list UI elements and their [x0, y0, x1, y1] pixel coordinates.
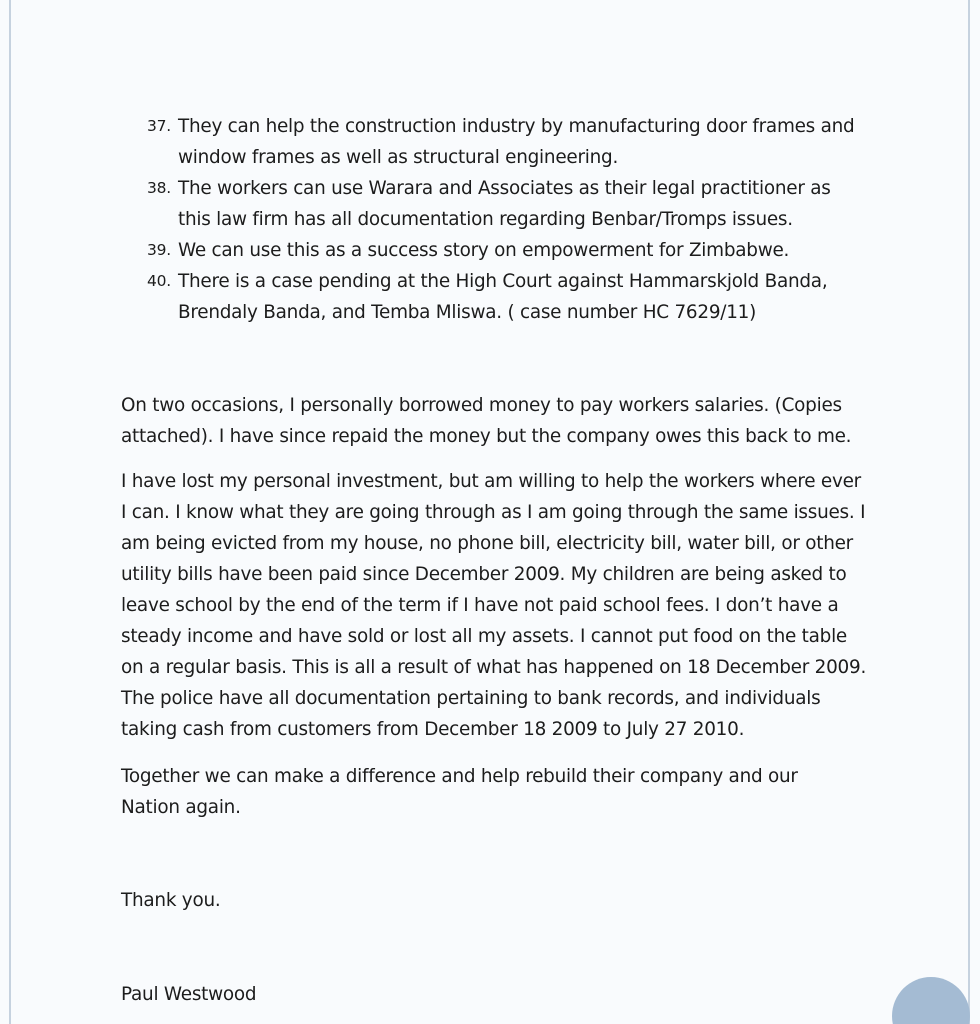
page-right-border [968, 0, 970, 1024]
paragraph-line: on a regular basis. This is all a result of what has happened on 18 December 2009. [121, 657, 867, 678]
list-item-line: The workers can use Warara and Associates as their legal practitioner as [178, 178, 831, 199]
paragraph-personal-investment [121, 466, 881, 745]
paragraph-line: am being evicted from my house, no phone bill, electricity bill, water bill, or other [121, 533, 853, 554]
list-item-number: 38. [147, 179, 171, 197]
paragraph-line: utility bills have been paid since December 2009. My children are being asked to [121, 564, 847, 585]
paragraph-line: attached). I have since repaid the money but the company owes this back to me. [121, 426, 852, 447]
paragraph-line: I can. I know what they are going through as I am going through the same issues. I [121, 502, 866, 523]
list-item [147, 266, 878, 328]
list-item [147, 111, 878, 173]
paragraph-line: I have lost my personal investment, but am willing to help the workers where ever [121, 471, 861, 492]
numbered-list [147, 111, 878, 328]
paragraph-together [121, 761, 881, 823]
paragraph-line: taking cash from customers from December 18 2009 to July 27 2010. [121, 719, 745, 740]
paragraph-line: steady income and have sold or lost all my assets. I cannot put food on the table [121, 626, 847, 647]
page-left-border [9, 0, 11, 1024]
paragraph-line: The police have all documentation pertaining to bank records, and individuals [121, 688, 821, 709]
signature-line [121, 979, 881, 1010]
paragraph-line: On two occasions, I personally borrowed money to pay workers salaries. (Copies [121, 395, 842, 416]
list-item-number: 40. [147, 272, 171, 290]
list-item-line: We can use this as a success story on empowerment for Zimbabwe. [178, 240, 790, 261]
list-item-line: They can help the construction industry by manufacturing door frames and [178, 116, 855, 137]
paragraph-line: Together we can make a difference and help rebuild their company and our [121, 766, 798, 787]
closing-line [121, 885, 881, 916]
list-item-line: window frames as well as structural engineering. [178, 147, 619, 168]
list-item [147, 235, 878, 266]
list-item [147, 173, 878, 235]
list-item-line: There is a case pending at the High Court against Hammarskjold Banda, [178, 271, 828, 292]
closing-text: Thank you. [121, 890, 221, 911]
paragraph-line: Nation again. [121, 797, 241, 818]
page-corner-circle [892, 977, 970, 1024]
signature-name: Paul Westwood [121, 984, 257, 1005]
list-item-number: 39. [147, 241, 171, 259]
list-item-line: this law firm has all documentation regarding Benbar/Tromps issues. [178, 209, 793, 230]
paragraph-borrowed-money [121, 390, 881, 452]
paragraph-line: leave school by the end of the term if I have not paid school fees. I don’t have a [121, 595, 839, 616]
list-item-line: Brendaly Banda, and Temba Mliswa. ( case number HC 7629/11) [178, 302, 757, 323]
list-item-number: 37. [147, 117, 171, 135]
